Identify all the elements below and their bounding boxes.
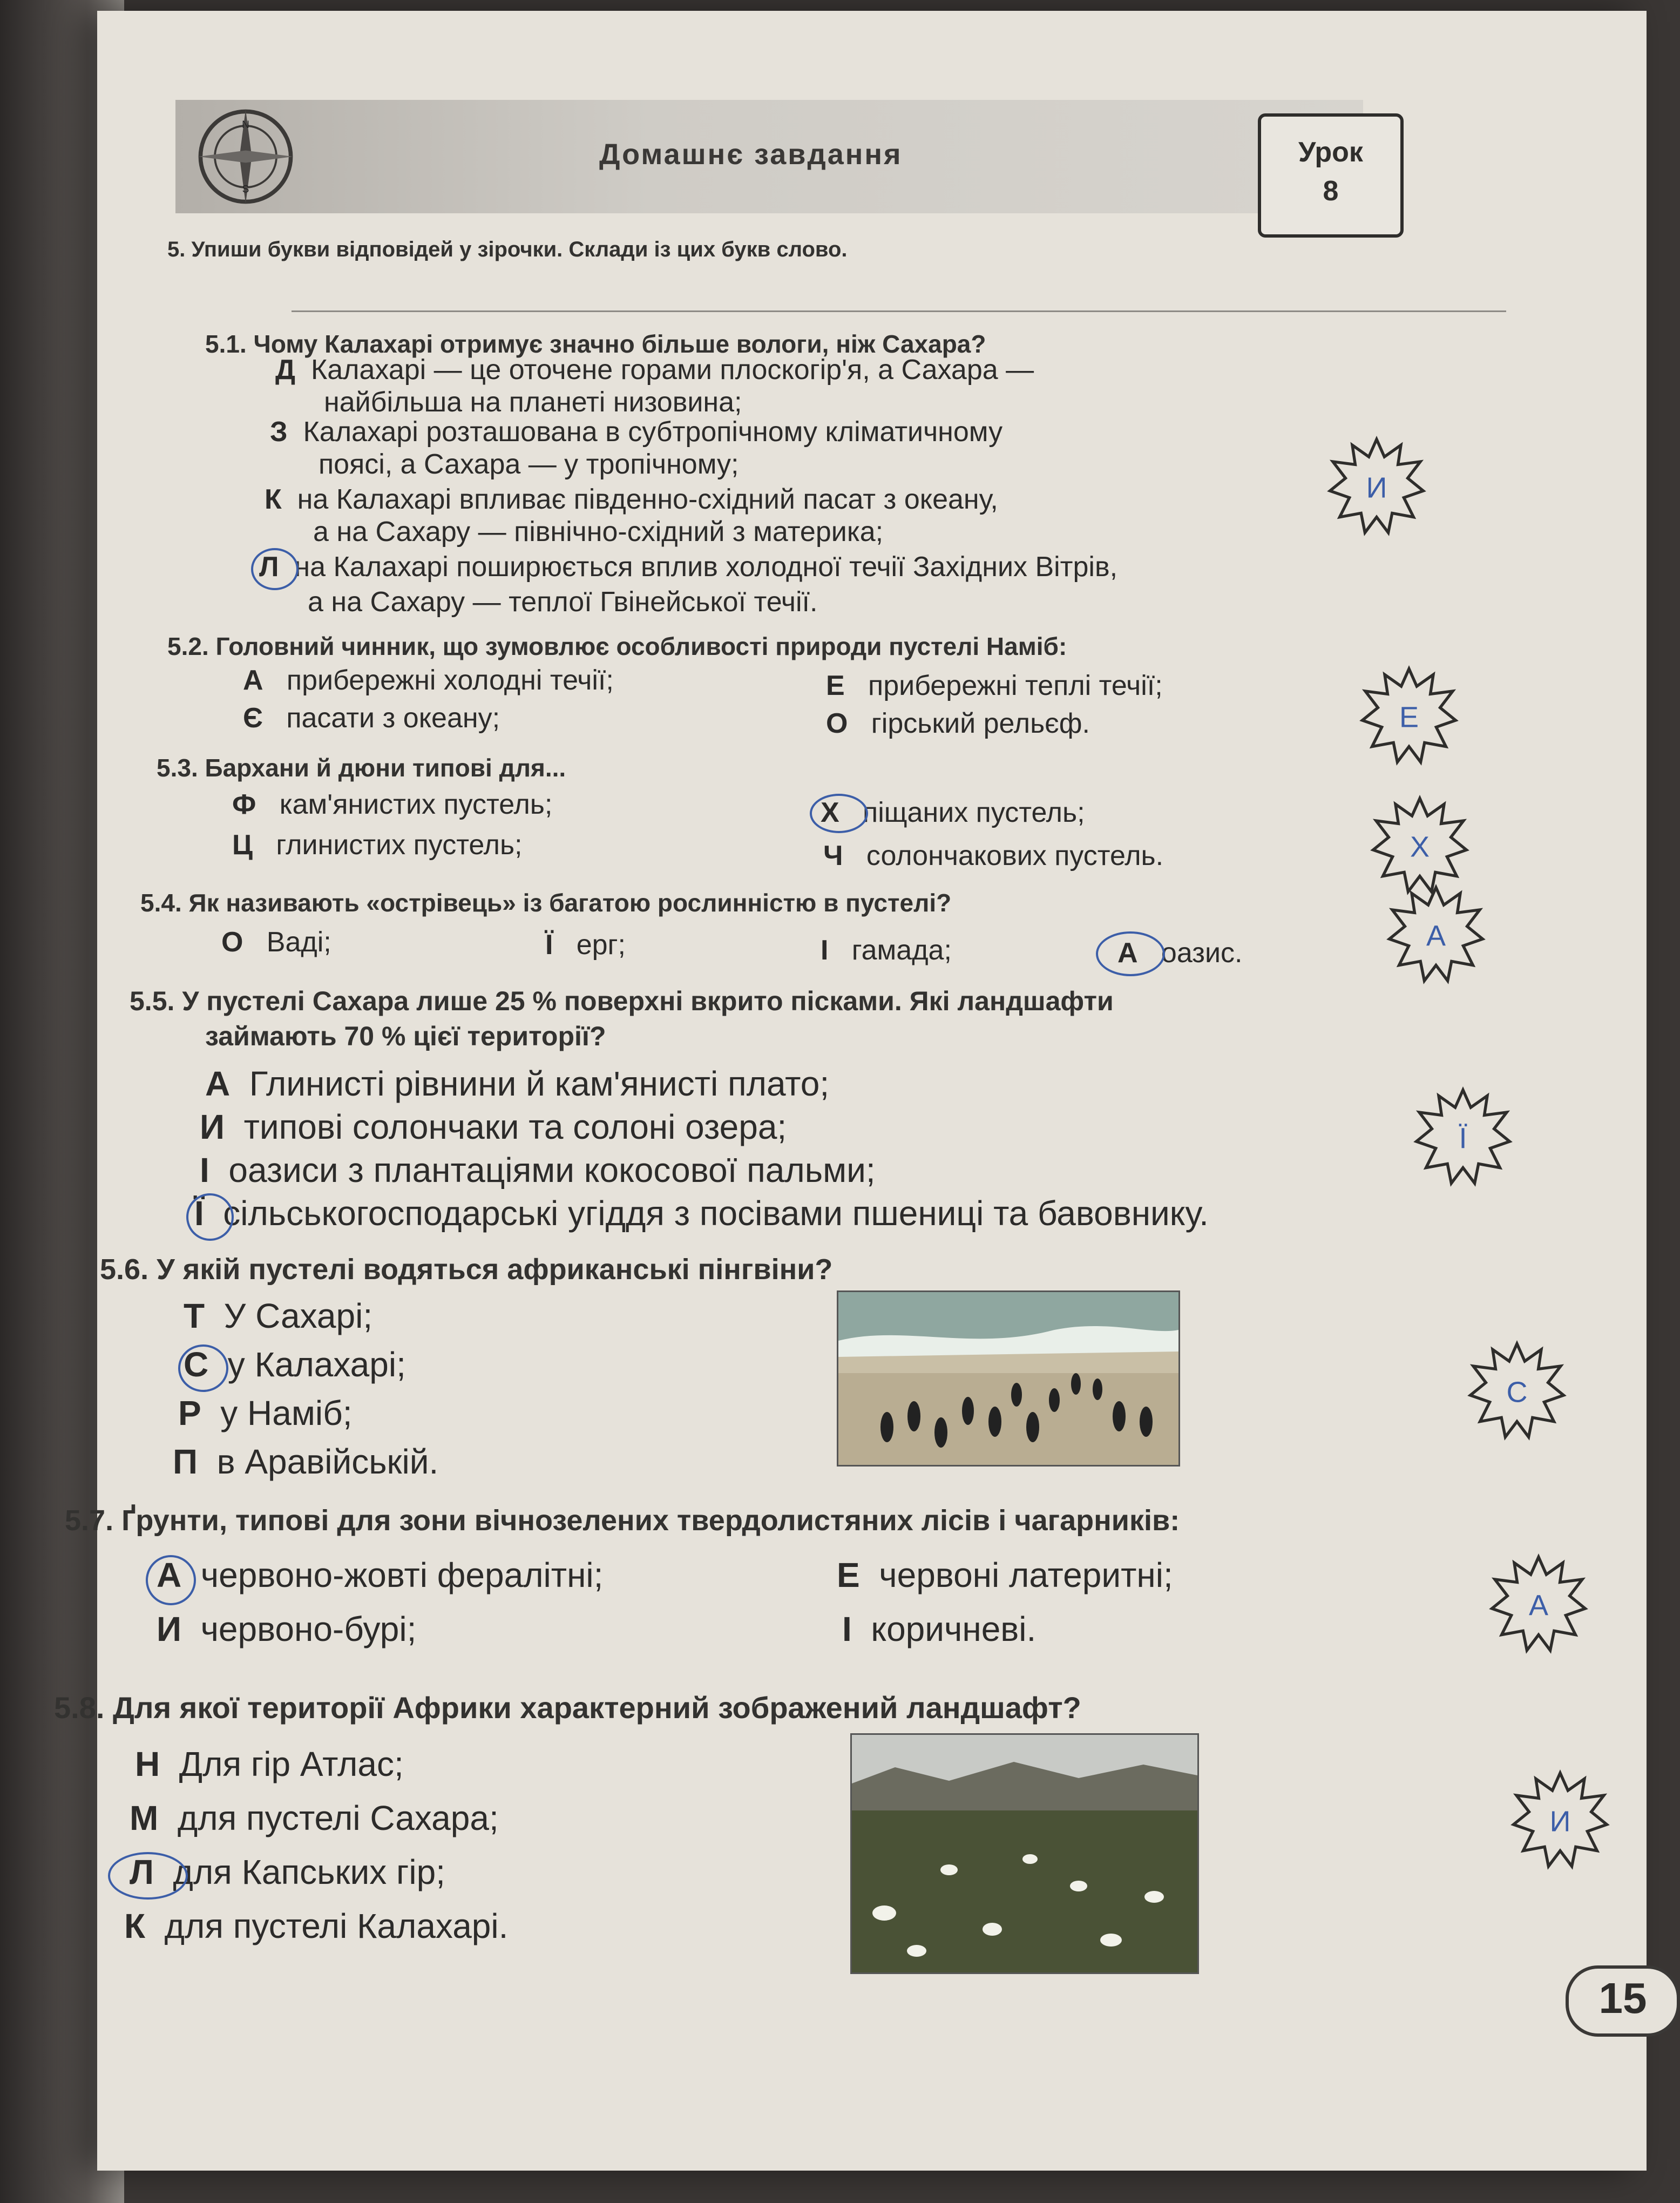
landscape-photo — [850, 1733, 1199, 1974]
q8-question: 5.8. Для якої території Африки характерний зображений ландшафт? — [54, 1691, 1081, 1725]
q1-option-cont: найбільша на планеті низовина; — [324, 387, 742, 418]
q7-option: А червоно-жовті фералітні; — [157, 1556, 604, 1594]
q2-option: Е прибережні теплі течії; — [826, 670, 1163, 701]
q1-question: 5.1. Чому Калахарі отримує значно більше вологи, ніж Сахара? — [205, 330, 986, 358]
q6-option: Т У Сахарі; — [184, 1296, 373, 1335]
divider — [292, 310, 1506, 312]
q6-option: П в Аравійській. — [173, 1442, 439, 1481]
q6-option: С у Калахарі; — [184, 1345, 406, 1384]
q5-question-cont: займають 70 % цієї території? — [205, 1021, 606, 1051]
q3-option: Х піщаних пустель; — [821, 797, 1085, 828]
answer-circle — [251, 548, 299, 590]
q1-option: З Калахарі розташована в субтропічному кліматичному — [270, 416, 1003, 448]
svg-text:N: N — [242, 119, 249, 131]
lesson-badge — [1258, 113, 1404, 238]
svg-text:S: S — [242, 184, 249, 195]
q5-option: А Глинисті рівнини й кам'янисті плато; — [205, 1064, 830, 1103]
q2-option: А прибережні холодні течії; — [243, 665, 614, 696]
answer-circle — [146, 1555, 196, 1605]
answer-star-1 — [1328, 437, 1425, 535]
star-answer-text: И — [1549, 1805, 1571, 1838]
star-answer-text: А — [1528, 1589, 1549, 1622]
q1-option-cont: а на Сахару — теплої Гвінейської течії. — [308, 586, 818, 618]
answer-circle — [178, 1344, 228, 1392]
q3-option: Ф кам'янистих пустель; — [232, 789, 553, 820]
q7-question: 5.7. Ґрунти, типові для зони вічнозелених твердолистяних лісів і чагарників: — [65, 1504, 1180, 1537]
q7-option: Е червоні латеритні; — [837, 1556, 1173, 1594]
q5-question: 5.5. У пустелі Сахара лише 25 % поверхні вкрито пісками. Які ландшафти — [130, 986, 1114, 1016]
star-answer-text: А — [1426, 920, 1446, 952]
answer-circle — [186, 1193, 234, 1241]
q8-option: К для пустелі Калахарі. — [124, 1907, 509, 1945]
q2-question: 5.2. Головний чинник, що зумовлює особливості природи пустелі Наміб: — [167, 632, 1067, 660]
q5-option: Ї сільськогосподарські угіддя з посівами пшениці та бавовнику. — [194, 1194, 1209, 1233]
answer-star-6 — [1468, 1342, 1566, 1439]
q3-option: Ц глинистих пустель; — [232, 829, 523, 861]
compass-icon — [194, 105, 297, 208]
answer-star-7 — [1490, 1555, 1587, 1652]
star-answer-text: Ї — [1459, 1122, 1467, 1155]
q8-option: Л для Капських гір; — [130, 1853, 445, 1891]
answer-star-3 — [1371, 796, 1468, 894]
star-answer-text: И — [1366, 471, 1387, 504]
lesson-label: Урок — [1298, 137, 1363, 168]
q1-option-cont: а на Сахару — північно-східний з материка; — [313, 516, 884, 548]
q2-option: О гірський рельєф. — [826, 708, 1090, 739]
q4-option: О Ваді; — [221, 927, 331, 958]
q4-option: А оазис. — [1117, 937, 1243, 969]
star-answer-text: Е — [1399, 701, 1419, 734]
answer-star-4 — [1387, 886, 1485, 983]
answer-star-8 — [1512, 1771, 1609, 1868]
penguins-photo — [837, 1290, 1180, 1467]
q8-option: Н Для гір Атлас; — [135, 1745, 404, 1783]
page-number: 15 — [1566, 1965, 1680, 2037]
q3-question: 5.3. Бархани й дюни типові для... — [157, 754, 566, 782]
q3-option: Ч солончакових пустель. — [823, 840, 1164, 871]
q4-option: Ї ерг; — [545, 929, 626, 961]
task-instruction: 5. Упиши букви відповідей у зірочки. Склади із цих букв слово. — [167, 238, 848, 261]
q5-option: І оазиси з плантаціями кокосової пальми; — [200, 1151, 876, 1190]
q6-option: Р у Наміб; — [178, 1394, 353, 1432]
star-answer-text: Х — [1410, 830, 1430, 863]
q7-option: І коричневі. — [842, 1610, 1037, 1648]
q5-option: И типові солончаки та солоні озера; — [200, 1107, 787, 1146]
workbook-page — [54, 11, 1647, 2171]
answer-star-5 — [1414, 1088, 1512, 1185]
q1-option-cont: поясі, а Сахара — у тропічному; — [319, 449, 739, 480]
star-answer-text: С — [1506, 1376, 1528, 1409]
q7-option: И червоно-бурі; — [157, 1610, 417, 1648]
q1-option: Л на Калахарі поширюється вплив холодної течії Західних Вітрів, — [259, 551, 1118, 583]
q1-option: Д Калахарі — це оточене горами плоскогір'я, а Сахара — — [275, 354, 1034, 386]
q1-option: К на Калахарі впливає південно-східний пасат з океану, — [265, 484, 998, 515]
q8-option: М для пустелі Сахара; — [130, 1799, 499, 1837]
q6-question: 5.6. У якій пустелі водяться африканські пінгвіни? — [100, 1253, 833, 1286]
page-title: Домашнє завдання — [599, 138, 903, 171]
answer-circle — [1096, 931, 1165, 976]
answer-star-2 — [1360, 667, 1458, 764]
q2-option: Є пасати з океану; — [243, 702, 500, 734]
q4-option: І гамада; — [821, 935, 952, 966]
q4-question: 5.4. Як називають «острівець» із багатою рослинністю в пустелі? — [140, 889, 952, 917]
answer-circle — [810, 794, 868, 833]
lesson-number: 8 — [1323, 175, 1339, 207]
answer-circle — [108, 1852, 188, 1900]
